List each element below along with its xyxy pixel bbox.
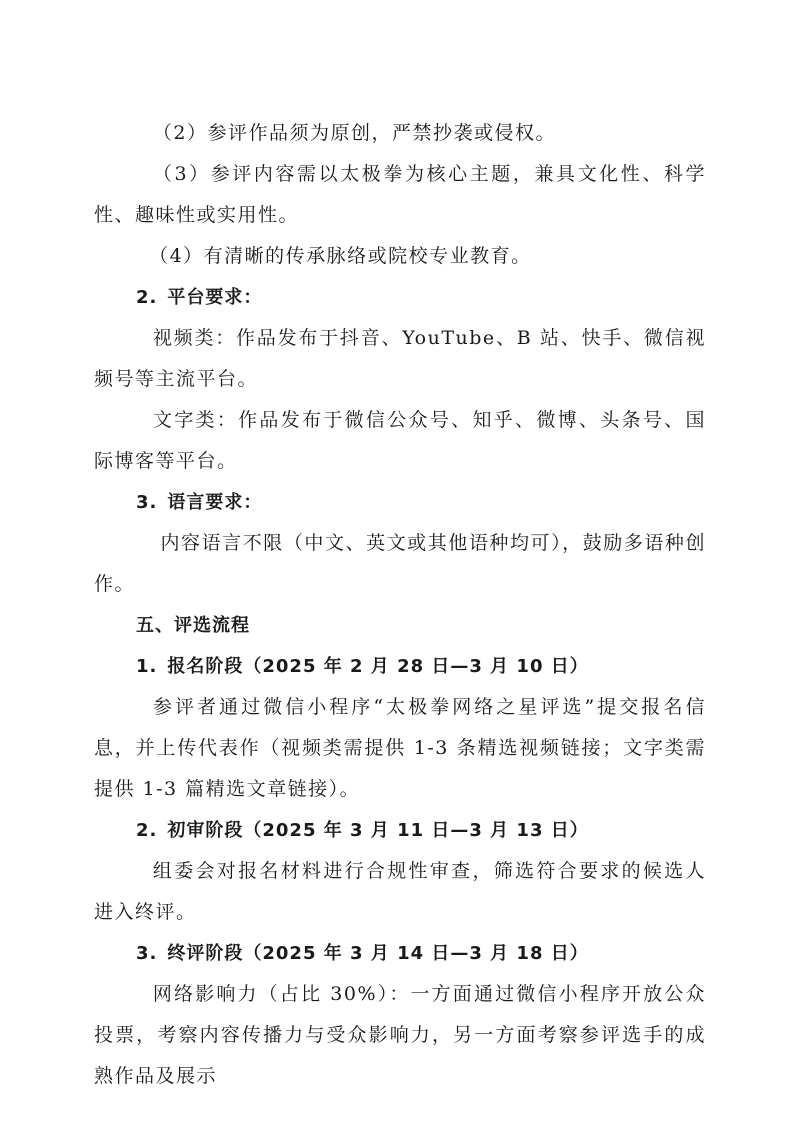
requirement-item-3: （3）参评内容需以太极拳为核心主题，兼具文化性、科学性、趣味性或实用性。 bbox=[94, 163, 706, 226]
requirement-item-2: （2）参评作品须为原创，严禁抄袭或侵权。 bbox=[152, 122, 556, 144]
heading-number: 3. bbox=[136, 943, 158, 964]
heading-preliminary-review bbox=[94, 810, 706, 851]
preliminary-review-body: 组委会对报名材料进行合规性审查，筛选符合要求的候选人进入终评。 bbox=[94, 860, 706, 923]
document-page bbox=[94, 113, 706, 1097]
heading-text: 终评阶段（2025 年 3 月 14 日—3 月 18 日） bbox=[167, 943, 589, 964]
platform-text: 文字类：作品发布于微信公众号、知乎、微博、头条号、国际博客等平台。 bbox=[94, 409, 706, 472]
heading-text: 语言要求： bbox=[167, 492, 263, 513]
section-title-selection-process: 五、评选流程 bbox=[136, 615, 250, 636]
heading-final-review bbox=[94, 933, 706, 974]
heading-text: 平台要求： bbox=[167, 287, 263, 308]
language-body: 内容语言不限（中文、英文或其他语种均可），鼓励多语种创作。 bbox=[94, 532, 706, 595]
heading-platform-requirements bbox=[94, 277, 706, 318]
heading-number: 2. bbox=[136, 287, 158, 308]
heading-text: 初审阶段（2025 年 3 月 11 日—3 月 13 日） bbox=[167, 820, 589, 841]
heading-registration-stage bbox=[94, 646, 706, 687]
heading-language-requirements bbox=[94, 482, 706, 523]
heading-number: 1. bbox=[136, 656, 158, 677]
heading-number: 2. bbox=[136, 820, 158, 841]
platform-video: 视频类：作品发布于抖音、YouTube、B 站、快手、微信视频号等主流平台。 bbox=[94, 327, 706, 390]
final-review-body: 网络影响力（占比 30%）：一方面通过微信小程序开放公众投票，考察内容传播力与受众影响力，另一方面考察参评选手的成熟作品及展示 bbox=[94, 983, 706, 1087]
heading-text: 报名阶段（2025 年 2 月 28 日—3 月 10 日） bbox=[167, 656, 589, 677]
requirement-item-4: （4）有清晰的传承脉络或院校专业教育。 bbox=[149, 245, 532, 267]
heading-number: 3. bbox=[136, 492, 158, 513]
registration-body: 参评者通过微信小程序“太极拳网络之星评选”提交报名信息，并上传代表作（视频类需提供 1-3 条精选视频链接；文字类需提供 1-3 篇精选文章链接）。 bbox=[94, 696, 706, 800]
